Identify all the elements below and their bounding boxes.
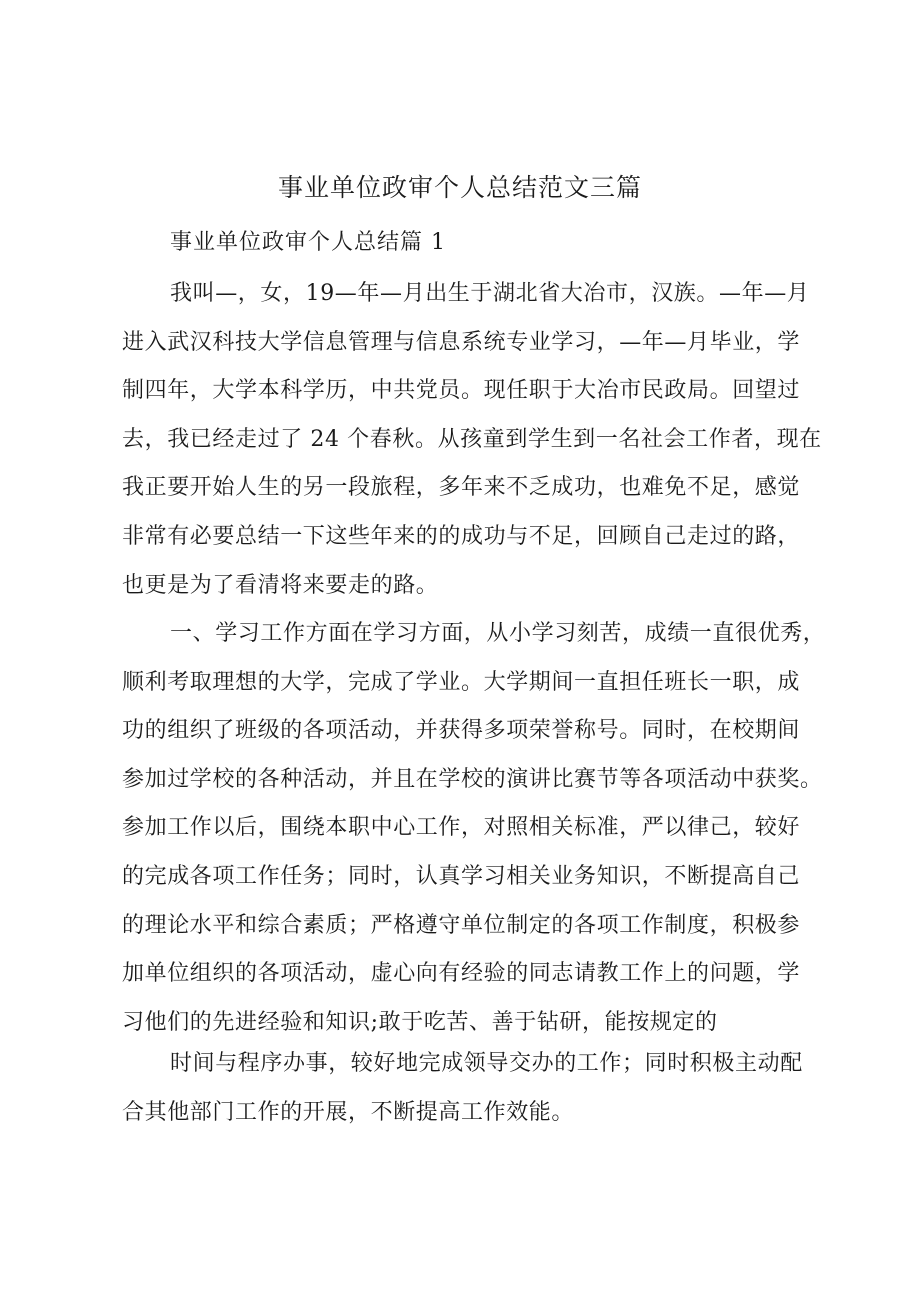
document-title: 事业单位政审个人总结范文三篇 xyxy=(277,173,642,202)
text-line: 加单位组织的各项活动，虚心向有经验的同志请教工作上的问题，学 xyxy=(122,961,801,987)
paragraph-continuation xyxy=(122,1040,822,1137)
text-line: 功的组织了班级的各项活动，并获得多项荣誉称号。同时，在校期间 xyxy=(122,718,801,744)
text-line: 习他们的先进经验和知识;敢于吃苦、善于钻研，能按规定的 xyxy=(122,1009,718,1035)
text-line: 参加过学校的各种活动，并且在学校的演讲比赛节等各项活动中获奖。 xyxy=(122,766,823,792)
text-line: 也更是为了看清将来要走的路。 xyxy=(122,572,439,598)
text-line: 一、学习工作方面在学习方面，从小学习刻苦，成绩一直很优秀， xyxy=(170,621,826,646)
text-line: 顺利考取理想的大学，完成了学业。大学期间一直担任班长一职，成 xyxy=(122,669,801,695)
text-line: 制四年，大学本科学历，中共党员。现任职于大冶市民政局。回望过 xyxy=(122,378,801,404)
text-line: 非常有必要总结一下这些年来的的成功与不足，回顾自己走过的路， xyxy=(122,523,801,549)
section-heading: 事业单位政审个人总结篇 1 xyxy=(170,230,446,255)
text-line: 参加工作以后，围绕本职中心工作，对照相关标准，严以律己，较好 xyxy=(122,815,801,841)
text-line: 的完成各项工作任务；同时，认真学习相关业务知识，不断提高自己 xyxy=(122,863,801,889)
text-line: 合其他部门工作的开展，不断提高工作效能。 xyxy=(122,1099,575,1125)
paragraph-study-work xyxy=(122,610,826,1047)
text-line: 我正要开始人生的另一段旅程，多年来不乏成功，也难免不足，感觉 xyxy=(122,475,801,501)
text-line: 我叫—，女，19—年—月出生于湖北省大冶市，汉族。—年—月 xyxy=(170,281,810,306)
paragraph-intro xyxy=(122,270,822,610)
text-line: 去，我已经走过了 24 个春秋。从孩童到学生到一名社会工作者，现在 xyxy=(122,426,822,452)
text-line: 的理论水平和综合素质；严格遵守单位制定的各项工作制度，积极参 xyxy=(122,912,801,938)
text-line: 时间与程序办事，较好地完成领导交办的工作；同时积极主动配 xyxy=(170,1051,803,1076)
text-line: 进入武汉科技大学信息管理与信息系统专业学习，—年—月毕业，学 xyxy=(122,329,801,355)
